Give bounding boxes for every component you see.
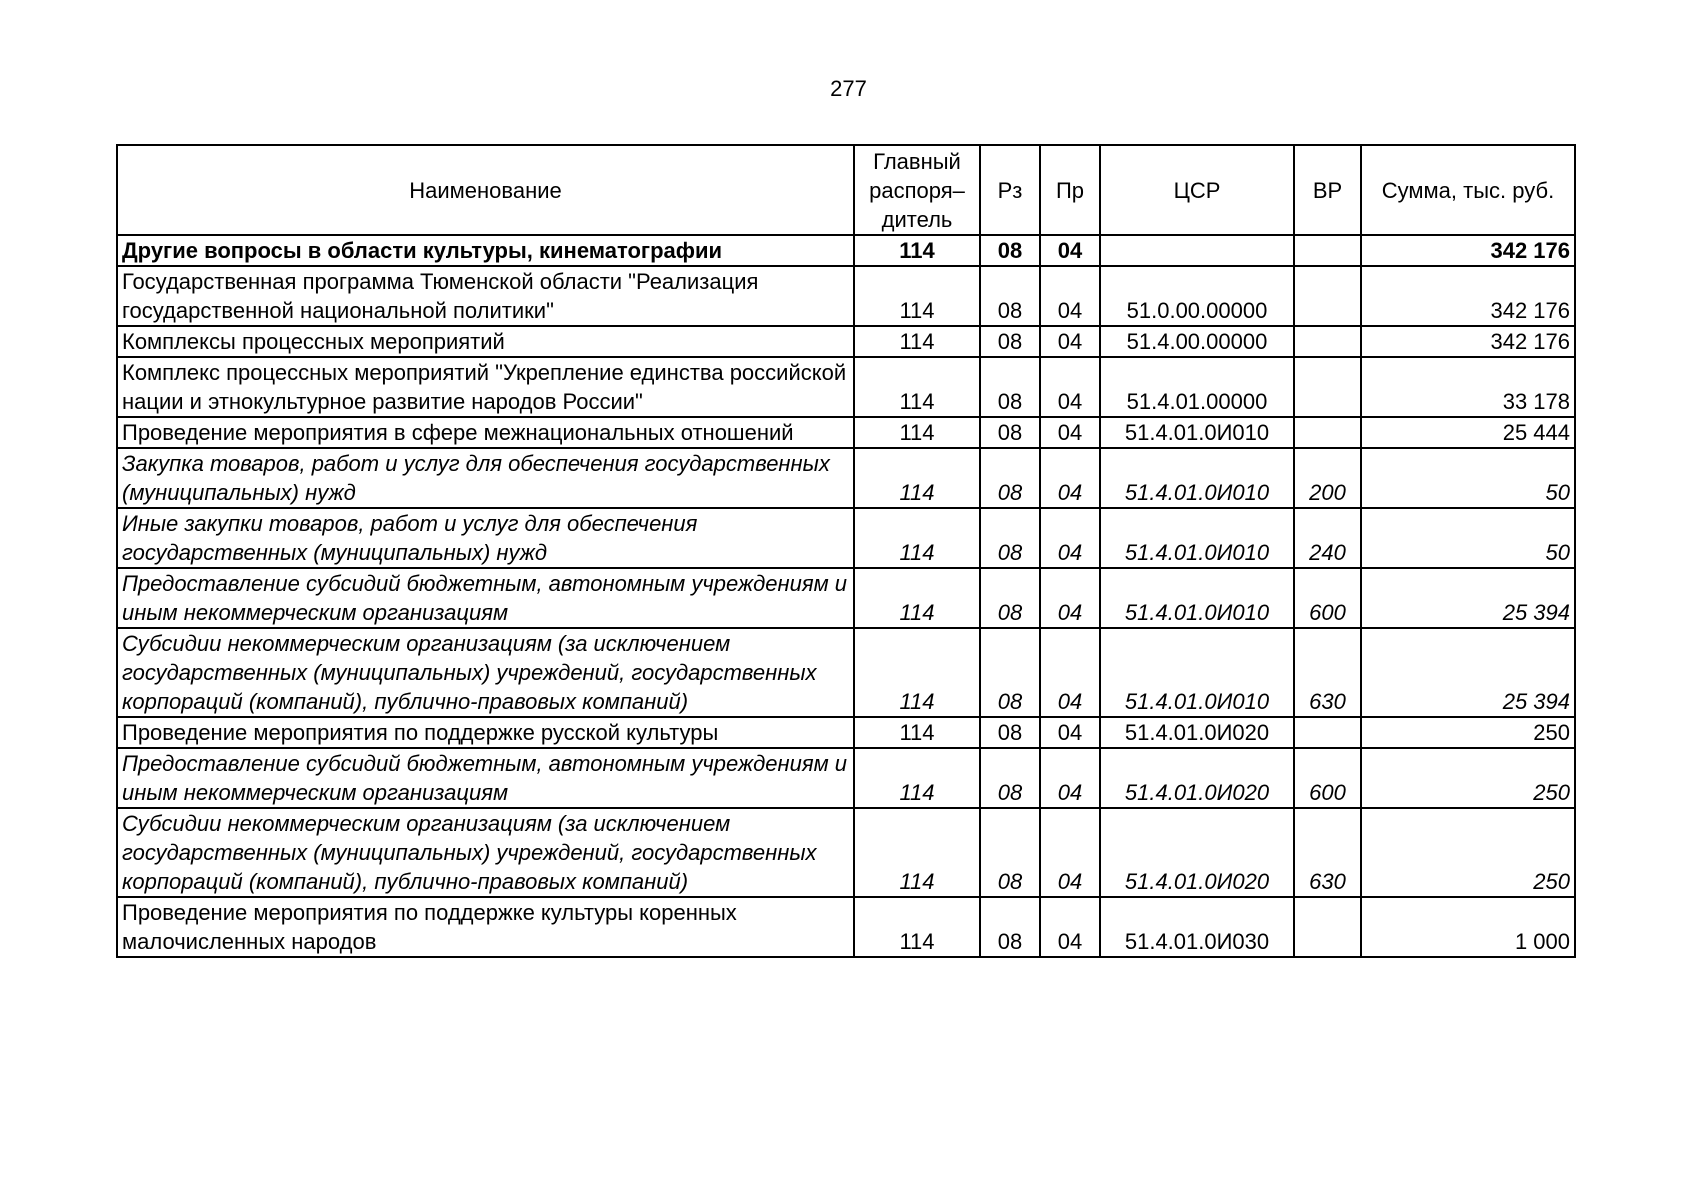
col-header-name: Наименование (117, 145, 854, 235)
cell-vr: 630 (1294, 808, 1361, 897)
cell-glavny: 114 (854, 897, 980, 957)
cell-csr: 51.4.01.00000 (1100, 357, 1294, 417)
cell-glavny: 114 (854, 417, 980, 448)
table-row (117, 568, 1575, 628)
table-row (117, 897, 1575, 957)
cell-name: Государственная программа Тюменской области "Реализация государственной национальной политики" (117, 266, 854, 326)
cell-vr: 630 (1294, 628, 1361, 717)
col-header-vr: ВР (1294, 145, 1361, 235)
cell-rz: 08 (980, 266, 1040, 326)
cell-glavny: 114 (854, 357, 980, 417)
cell-csr: 51.4.01.0И030 (1100, 897, 1294, 957)
table-row (117, 357, 1575, 417)
cell-name: Субсидии некоммерческим организациям (за исключением государственных (муниципальных) учреждений, государственных корпораций (компаний), публично-правовых компаний) (117, 628, 854, 717)
cell-summa: 250 (1361, 808, 1575, 897)
cell-vr: 600 (1294, 748, 1361, 808)
cell-rz: 08 (980, 448, 1040, 508)
cell-name: Иные закупки товаров, работ и услуг для обеспечения государственных (муниципальных) нужд (117, 508, 854, 568)
cell-summa: 25 394 (1361, 568, 1575, 628)
cell-csr: 51.4.00.00000 (1100, 326, 1294, 357)
cell-rz: 08 (980, 897, 1040, 957)
cell-name: Проведение мероприятия по поддержке культуры коренных малочисленных народов (117, 897, 854, 957)
cell-pr: 04 (1040, 326, 1100, 357)
cell-rz: 08 (980, 357, 1040, 417)
cell-pr: 04 (1040, 717, 1100, 748)
cell-csr: 51.0.00.00000 (1100, 266, 1294, 326)
cell-name: Комплексы процессных мероприятий (117, 326, 854, 357)
cell-rz: 08 (980, 508, 1040, 568)
cell-rz: 08 (980, 717, 1040, 748)
cell-summa: 250 (1361, 717, 1575, 748)
cell-vr (1294, 326, 1361, 357)
page-number: 277 (830, 76, 867, 101)
cell-vr (1294, 357, 1361, 417)
table-row (117, 628, 1575, 717)
cell-pr: 04 (1040, 508, 1100, 568)
col-header-glavny: Главный распоря– дитель (854, 145, 980, 235)
cell-rz: 08 (980, 326, 1040, 357)
table-row (117, 235, 1575, 266)
table-row (117, 326, 1575, 357)
cell-pr: 04 (1040, 568, 1100, 628)
cell-glavny: 114 (854, 235, 980, 266)
cell-pr: 04 (1040, 628, 1100, 717)
col-header-summa: Сумма, тыс. руб. (1361, 145, 1575, 235)
table-row (117, 808, 1575, 897)
cell-glavny: 114 (854, 326, 980, 357)
cell-summa: 50 (1361, 508, 1575, 568)
cell-vr (1294, 235, 1361, 266)
table-row (117, 266, 1575, 326)
cell-csr: 51.4.01.0И020 (1100, 748, 1294, 808)
cell-summa: 342 176 (1361, 235, 1575, 266)
cell-name: Проведение мероприятия по поддержке русской культуры (117, 717, 854, 748)
cell-csr (1100, 235, 1294, 266)
cell-vr: 200 (1294, 448, 1361, 508)
table-row (117, 417, 1575, 448)
cell-glavny: 114 (854, 448, 980, 508)
table-row (117, 508, 1575, 568)
cell-summa: 1 000 (1361, 897, 1575, 957)
cell-summa: 342 176 (1361, 326, 1575, 357)
cell-glavny: 114 (854, 266, 980, 326)
cell-vr (1294, 266, 1361, 326)
cell-pr: 04 (1040, 417, 1100, 448)
table-row (117, 448, 1575, 508)
cell-name: Проведение мероприятия в сфере межнациональных отношений (117, 417, 854, 448)
cell-glavny: 114 (854, 808, 980, 897)
table-row (117, 748, 1575, 808)
cell-summa: 250 (1361, 748, 1575, 808)
cell-vr: 240 (1294, 508, 1361, 568)
cell-pr: 04 (1040, 897, 1100, 957)
cell-glavny: 114 (854, 568, 980, 628)
cell-vr (1294, 897, 1361, 957)
cell-rz: 08 (980, 417, 1040, 448)
cell-csr: 51.4.01.0И010 (1100, 568, 1294, 628)
cell-csr: 51.4.01.0И010 (1100, 508, 1294, 568)
cell-pr: 04 (1040, 266, 1100, 326)
cell-vr (1294, 417, 1361, 448)
cell-glavny: 114 (854, 628, 980, 717)
cell-pr: 04 (1040, 235, 1100, 266)
col-header-rz: Рз (980, 145, 1040, 235)
budget-table (116, 144, 1576, 958)
cell-pr: 04 (1040, 748, 1100, 808)
cell-rz: 08 (980, 748, 1040, 808)
cell-vr (1294, 717, 1361, 748)
header-row (117, 145, 1575, 235)
cell-summa: 342 176 (1361, 266, 1575, 326)
cell-glavny: 114 (854, 508, 980, 568)
cell-pr: 04 (1040, 357, 1100, 417)
cell-glavny: 114 (854, 748, 980, 808)
cell-csr: 51.4.01.0И010 (1100, 448, 1294, 508)
cell-glavny: 114 (854, 717, 980, 748)
cell-rz: 08 (980, 568, 1040, 628)
cell-csr: 51.4.01.0И020 (1100, 808, 1294, 897)
col-header-pr: Пр (1040, 145, 1100, 235)
col-header-csr: ЦСР (1100, 145, 1294, 235)
table-row (117, 717, 1575, 748)
cell-rz: 08 (980, 628, 1040, 717)
cell-pr: 04 (1040, 808, 1100, 897)
cell-name: Закупка товаров, работ и услуг для обеспечения государственных (муниципальных) нужд (117, 448, 854, 508)
cell-summa: 33 178 (1361, 357, 1575, 417)
cell-rz: 08 (980, 808, 1040, 897)
cell-pr: 04 (1040, 448, 1100, 508)
cell-name: Предоставление субсидий бюджетным, автономным учреждениям и иным некоммерческим организациям (117, 748, 854, 808)
cell-csr: 51.4.01.0И020 (1100, 717, 1294, 748)
cell-name: Предоставление субсидий бюджетным, автономным учреждениям и иным некоммерческим организациям (117, 568, 854, 628)
cell-summa: 50 (1361, 448, 1575, 508)
cell-csr: 51.4.01.0И010 (1100, 417, 1294, 448)
cell-name: Комплекс процессных мероприятий "Укрепление единства российской нации и этнокультурное развитие народов России" (117, 357, 854, 417)
cell-name: Другие вопросы в области культуры, кинематографии (117, 235, 854, 266)
cell-name: Субсидии некоммерческим организациям (за исключением государственных (муниципальных) учреждений, государственных корпораций (компаний), публично-правовых компаний) (117, 808, 854, 897)
cell-summa: 25 444 (1361, 417, 1575, 448)
cell-summa: 25 394 (1361, 628, 1575, 717)
cell-csr: 51.4.01.0И010 (1100, 628, 1294, 717)
cell-vr: 600 (1294, 568, 1361, 628)
cell-rz: 08 (980, 235, 1040, 266)
